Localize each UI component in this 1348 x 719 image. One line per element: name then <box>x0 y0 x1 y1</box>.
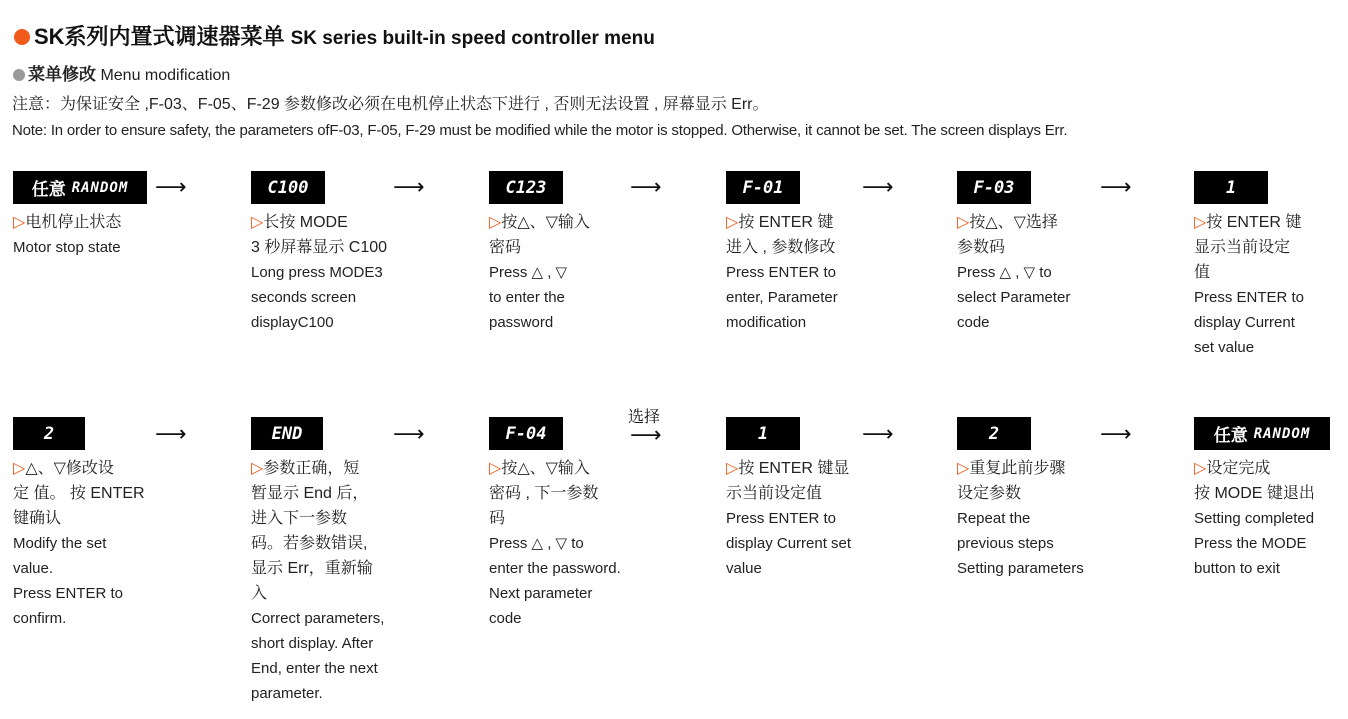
lcd-step-6: 1 <box>1194 171 1268 204</box>
desc-en: Press △ , ▽ to <box>489 535 584 552</box>
section-subtitle <box>13 60 230 85</box>
desc-en: Press ENTER to <box>726 264 837 281</box>
desc-en: Press ENTER to <box>726 510 837 527</box>
desc-zh: 进入 , 参数修改 <box>726 239 836 256</box>
desc-en: select Parameter <box>957 289 1071 306</box>
desc-en: Setting completed <box>1194 510 1315 527</box>
desc-zh: 显示当前设定 <box>1194 239 1291 256</box>
subtitle-zh: 菜单修改 <box>28 65 96 84</box>
desc-en: Next parameter <box>489 585 593 602</box>
desc-zh: 按 ENTER 键显 <box>738 460 850 477</box>
desc-en: enter the password. <box>489 560 621 577</box>
arrow-right-icon: ⟶ <box>393 174 425 199</box>
arrow-right-icon: ⟶ <box>862 174 894 199</box>
desc-en: Correct parameters, <box>251 610 385 627</box>
desc-en: displayC100 <box>251 314 334 331</box>
desc-en: set value <box>1194 339 1255 356</box>
desc-en: display Current <box>1194 314 1295 331</box>
desc-zh: 按△、▽输入 <box>501 460 590 477</box>
title-zh: SK系列内置式调速器菜单 <box>34 24 285 49</box>
lcd-step-11: 2 <box>957 417 1031 450</box>
desc-zh: 键确认 <box>13 510 62 527</box>
desc-zh: 设定参数 <box>957 485 1022 502</box>
step-5-description <box>957 210 1070 335</box>
desc-zh: 3 秒屏幕显示 C100 <box>251 239 388 256</box>
step-10-description <box>726 456 851 581</box>
title-en: SK series built-in speed controller menu <box>290 28 655 49</box>
triangle-bullet-icon: ▷ <box>726 214 739 231</box>
arrow-right-icon: ⟶ <box>630 174 662 199</box>
desc-en: value. <box>13 560 54 577</box>
lcd-step-1 <box>13 171 147 204</box>
desc-en: to enter the <box>489 289 565 306</box>
desc-en: Motor stop state <box>13 239 121 256</box>
desc-en: Long press MODE3 <box>251 264 383 281</box>
desc-en: password <box>489 314 554 331</box>
gray-bullet-icon <box>13 69 25 81</box>
lcd-zh: 任意 <box>1213 426 1248 446</box>
desc-en: Modify the set <box>13 535 107 552</box>
desc-zh: △、▽修改设 <box>25 460 114 477</box>
step-4-description <box>726 210 838 335</box>
desc-zh: 入 <box>251 585 268 602</box>
note-zh: 注意：为保证安全 ,F-03、F-05、F-29 参数修改必须在电机停止状态下进行 , 否则无法设置 , 屏幕显示 Err。 <box>12 96 769 113</box>
desc-en: Press △ , ▽ to <box>957 264 1052 281</box>
desc-en: enter, Parameter <box>726 289 838 306</box>
desc-en: display Current set <box>726 535 852 552</box>
desc-zh: 电机停止状态 <box>25 214 122 231</box>
desc-en: Repeat the <box>957 510 1031 527</box>
desc-zh: 暂显示 End 后， <box>251 485 369 502</box>
desc-zh: 码。若参数错误, <box>251 535 368 552</box>
page-title <box>14 20 655 51</box>
desc-en: button to exit <box>1194 560 1280 577</box>
triangle-bullet-icon: ▷ <box>726 460 739 477</box>
desc-en: confirm. <box>13 610 67 627</box>
lcd-step-3: C123 <box>489 171 563 204</box>
triangle-bullet-icon: ▷ <box>251 214 264 231</box>
arrow-right-icon: ⟶ <box>155 421 187 446</box>
desc-en: parameter. <box>251 685 323 702</box>
desc-zh: 参数正确，短 <box>263 460 360 477</box>
arrow-right-icon: ⟶ <box>393 421 425 446</box>
desc-en: Press the MODE <box>1194 535 1307 552</box>
desc-zh: 长按 MODE <box>263 214 348 231</box>
step-1-description <box>13 210 121 260</box>
arrow-right-icon: ⟶ <box>630 422 662 447</box>
note-en: Note: In order to ensure safety, the parameters ofF-03, F-05, F-29 must be modified while the motor is stopped. Otherwise, it cannot be set. The screen displays Err. <box>12 122 1068 139</box>
triangle-bullet-icon: ▷ <box>13 460 26 477</box>
subtitle-en: Menu modification <box>100 67 231 84</box>
step-6-description <box>1194 210 1304 360</box>
desc-en: End, enter the next <box>251 660 378 677</box>
lcd-step-7: 2 <box>13 417 85 450</box>
triangle-bullet-icon: ▷ <box>1194 460 1207 477</box>
desc-en: short display. After <box>251 635 374 652</box>
desc-zh: 定 值。 按 ENTER <box>13 485 145 502</box>
desc-zh: 按 ENTER 键 <box>738 214 834 231</box>
desc-en: Press △ , ▽ <box>489 264 568 281</box>
triangle-bullet-icon: ▷ <box>957 214 970 231</box>
arrow-right-icon: ⟶ <box>155 174 187 199</box>
lcd-step-8: END <box>251 417 323 450</box>
desc-zh: 按△、▽选择 <box>969 214 1058 231</box>
step-7-description <box>13 456 145 631</box>
desc-zh: 值 <box>1194 264 1211 281</box>
arrow-right-icon: ⟶ <box>1100 421 1132 446</box>
desc-en: code <box>957 314 990 331</box>
lcd-step-5: F-03 <box>957 171 1031 204</box>
arrow-right-icon: ⟶ <box>1100 174 1132 199</box>
step-2-description <box>251 210 387 335</box>
arrow-right-icon: ⟶ <box>862 421 894 446</box>
step-12-description <box>1194 456 1315 581</box>
lcd-text: RANDOM <box>1253 425 1311 442</box>
desc-zh: 密码 <box>489 239 522 256</box>
triangle-bullet-icon: ▷ <box>489 214 502 231</box>
desc-zh: 按 ENTER 键 <box>1206 214 1302 231</box>
lcd-text: RANDOM <box>71 179 129 196</box>
step-8-description <box>251 456 384 706</box>
desc-en: Setting parameters <box>957 560 1084 577</box>
desc-zh: 参数码 <box>957 239 1006 256</box>
step-3-description <box>489 210 590 335</box>
triangle-bullet-icon: ▷ <box>957 460 970 477</box>
triangle-bullet-icon: ▷ <box>489 460 502 477</box>
orange-bullet-icon <box>14 29 30 45</box>
desc-zh: 设定完成 <box>1206 460 1271 477</box>
desc-en: Press ENTER to <box>13 585 124 602</box>
triangle-bullet-icon: ▷ <box>251 460 264 477</box>
lcd-step-10: 1 <box>726 417 800 450</box>
desc-zh: 按△、▽输入 <box>501 214 590 231</box>
desc-zh: 密码 , 下一参数 <box>489 485 599 502</box>
lcd-step-12 <box>1194 417 1330 450</box>
desc-zh: 显示 Err，重新输 <box>251 560 373 577</box>
step-11-description <box>957 456 1084 581</box>
desc-en: modification <box>726 314 807 331</box>
select-label: 选择 <box>628 409 661 426</box>
desc-en: code <box>489 610 522 627</box>
step-9-description <box>489 456 621 631</box>
lcd-step-9: F-04 <box>489 417 563 450</box>
lcd-zh: 任意 <box>31 180 66 200</box>
triangle-bullet-icon: ▷ <box>13 214 26 231</box>
desc-en: seconds screen <box>251 289 357 306</box>
desc-en: Press ENTER to <box>1194 289 1305 306</box>
lcd-step-4: F-01 <box>726 171 800 204</box>
desc-zh: 示当前设定值 <box>726 485 823 502</box>
desc-zh: 按 MODE 键退出 <box>1194 485 1315 502</box>
lcd-step-2: C100 <box>251 171 325 204</box>
desc-zh: 进入下一参数 <box>251 510 348 527</box>
desc-en: value <box>726 560 762 577</box>
desc-en: previous steps <box>957 535 1054 552</box>
desc-zh: 码 <box>489 510 506 527</box>
triangle-bullet-icon: ▷ <box>1194 214 1207 231</box>
desc-zh: 重复此前步骤 <box>969 460 1066 477</box>
